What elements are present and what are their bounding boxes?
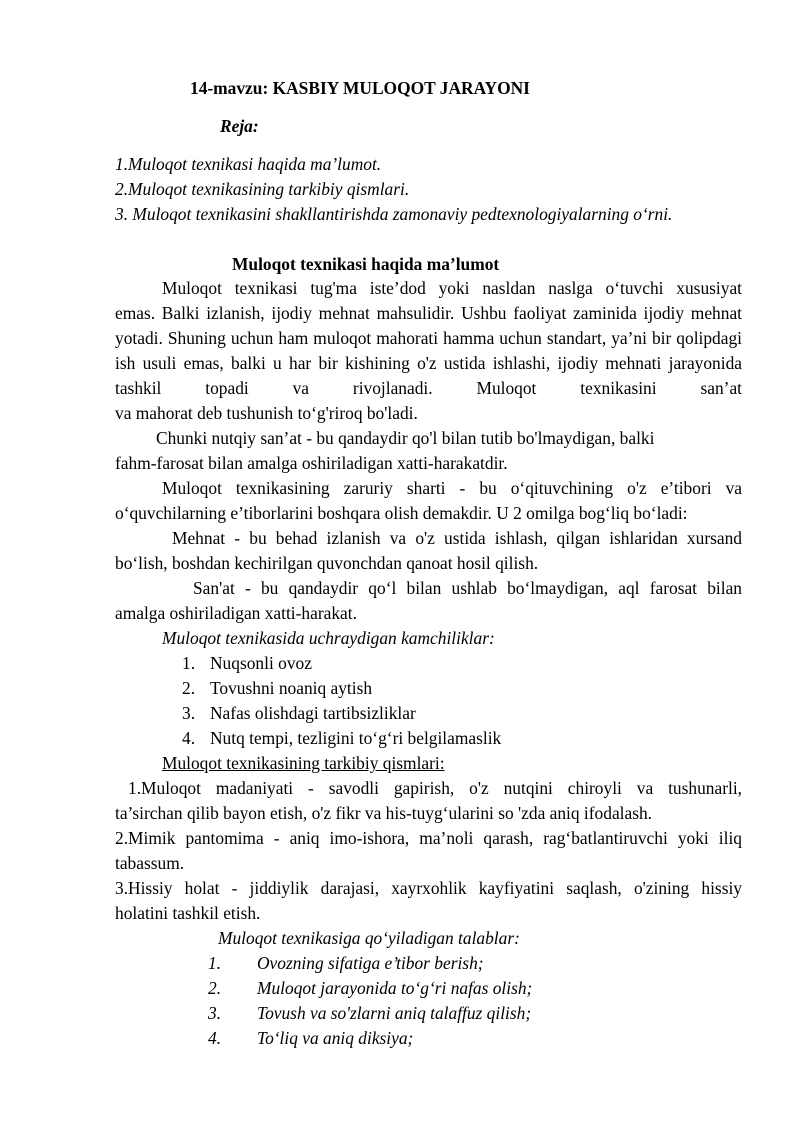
plan-item: 3. Muloqot texnikasini shakllantirishda zamonaviy pedtexnologiyalarning o‘rni. bbox=[115, 204, 673, 224]
paragraph-line: tabassum. bbox=[115, 853, 185, 873]
list-number: 1. bbox=[182, 653, 196, 673]
plan-item: 1.Muloqot texnikasi haqida ma’lumot. bbox=[115, 154, 382, 174]
list-text: Muloqot jarayonida to‘g‘ri nafas olish; bbox=[257, 978, 533, 998]
list-item bbox=[208, 1005, 531, 1022]
document-title: 14-mavzu: KASBIY MULOQOT JARAYONI bbox=[190, 78, 530, 98]
section-heading: Muloqot texnikasi haqida ma’lumot bbox=[232, 254, 500, 274]
paragraph-line: San'at - bu qandaydir qo‘l bilan ushlab bo‘lmaydigan, aql farosat bilan bbox=[193, 578, 742, 598]
paragraph-line: bo‘lish, boshdan kechirilgan quvonchdan qanoat hosil qilish. bbox=[115, 553, 539, 573]
list-item bbox=[208, 955, 484, 972]
paragraph-line: 2.Mimik pantomima - aniq imo-ishora, ma’noli qarash, rag‘batlantiruvchi yoki iliq bbox=[115, 828, 742, 848]
requirements-heading: Muloqot texnikasiga qo‘yiladigan talablar: bbox=[218, 928, 520, 948]
list-text: Nutq tempi, tezligini to‘g‘ri belgilamaslik bbox=[210, 728, 502, 748]
plan-heading: Reja: bbox=[220, 116, 259, 136]
paragraph-line: Muloqot texnikasi tug'ma iste’dod yoki nasldan naslga o‘tuvchi xususiyat bbox=[162, 278, 742, 298]
list-text: To‘liq va aniq diksiya; bbox=[257, 1028, 414, 1048]
list-item bbox=[208, 1030, 413, 1047]
paragraph-line: Muloqot texnikasining zaruriy sharti - bu o‘qituvchining o'z e’tibori va bbox=[162, 478, 742, 498]
paragraph-line: 3.Hissiy holat - jiddiylik darajasi, xayrxohlik kayfiyatini saqlash, o'zining hissiy bbox=[115, 878, 742, 898]
paragraph-body: emas. Balki izlanish, ijodiy mehnat mahsulidir. Ushbu faoliyat zaminida ijodiy mehnat yotadi. Shuning uchun ham muloqot mahorati hamma uchun standart, ya’ni bir qolipdagi ish usuli emas, balki u har bir kishining o'z ustida ishlashi, ijodiy mehnati jarayonida tashkil topadi va rivojlanadi. Muloqot texnikasini san’at bbox=[115, 303, 742, 398]
paragraph-line: holatini tashkil etish. bbox=[115, 903, 261, 923]
paragraph-line: ta’sirchan qilib bayon etish, o'z fikr va his-tuyg‘ularini so 'zda aniq ifodalash. bbox=[115, 803, 653, 823]
plan-item: 2.Muloqot texnikasining tarkibiy qismlari. bbox=[115, 179, 410, 199]
paragraph-line: o‘quvchilarning e’tiborlarini boshqara olish demakdir. U 2 omilga bog‘liq bo‘ladi: bbox=[115, 503, 688, 523]
list-number: 4. bbox=[208, 1028, 222, 1048]
list-text: Tovushni noaniq aytish bbox=[210, 678, 373, 698]
list-item bbox=[182, 705, 416, 722]
list-number: 1. bbox=[208, 953, 222, 973]
list-number: 4. bbox=[182, 728, 196, 748]
paragraph-line: Mehnat - bu behad izlanish va o'z ustida ishlash, qilgan ishlaridan xursand bbox=[172, 528, 742, 548]
list-item bbox=[182, 730, 501, 747]
paragraph-line: va mahorat deb tushunish to‘g'riroq bo'ladi. bbox=[115, 403, 418, 423]
list-text: Ovozning sifatiga e’tibor berish; bbox=[257, 953, 484, 973]
list-item bbox=[182, 655, 312, 672]
list-text: Nuqsonli ovoz bbox=[210, 653, 312, 673]
list-number: 3. bbox=[182, 703, 196, 723]
list-number: 3. bbox=[208, 1003, 222, 1023]
paragraph-line: fahm-farosat bilan amalga oshiriladigan xatti-harakatdir. bbox=[115, 453, 508, 473]
list-number: 2. bbox=[208, 978, 222, 998]
list-item bbox=[182, 680, 372, 697]
list-text: Nafas olishdagi tartibsizliklar bbox=[210, 703, 416, 723]
components-heading: Muloqot texnikasining tarkibiy qismlari: bbox=[162, 753, 445, 773]
paragraph-line: 1.Muloqot madaniyati - savodli gapirish, o'z nutqini chiroyli va tushunarli, bbox=[128, 778, 742, 798]
paragraph-line: Chunki nutqiy san’at - bu qandaydir qo'l bilan tutib bo'lmaydigan, balki bbox=[156, 428, 655, 448]
list-number: 2. bbox=[182, 678, 196, 698]
paragraph-line: amalga oshiriladigan xatti-harakat. bbox=[115, 603, 357, 623]
list-item bbox=[208, 980, 532, 997]
shortcomings-heading: Muloqot texnikasida uchraydigan kamchiliklar: bbox=[162, 628, 495, 648]
list-text: Tovush va so'zlarni aniq talaffuz qilish; bbox=[257, 1003, 532, 1023]
